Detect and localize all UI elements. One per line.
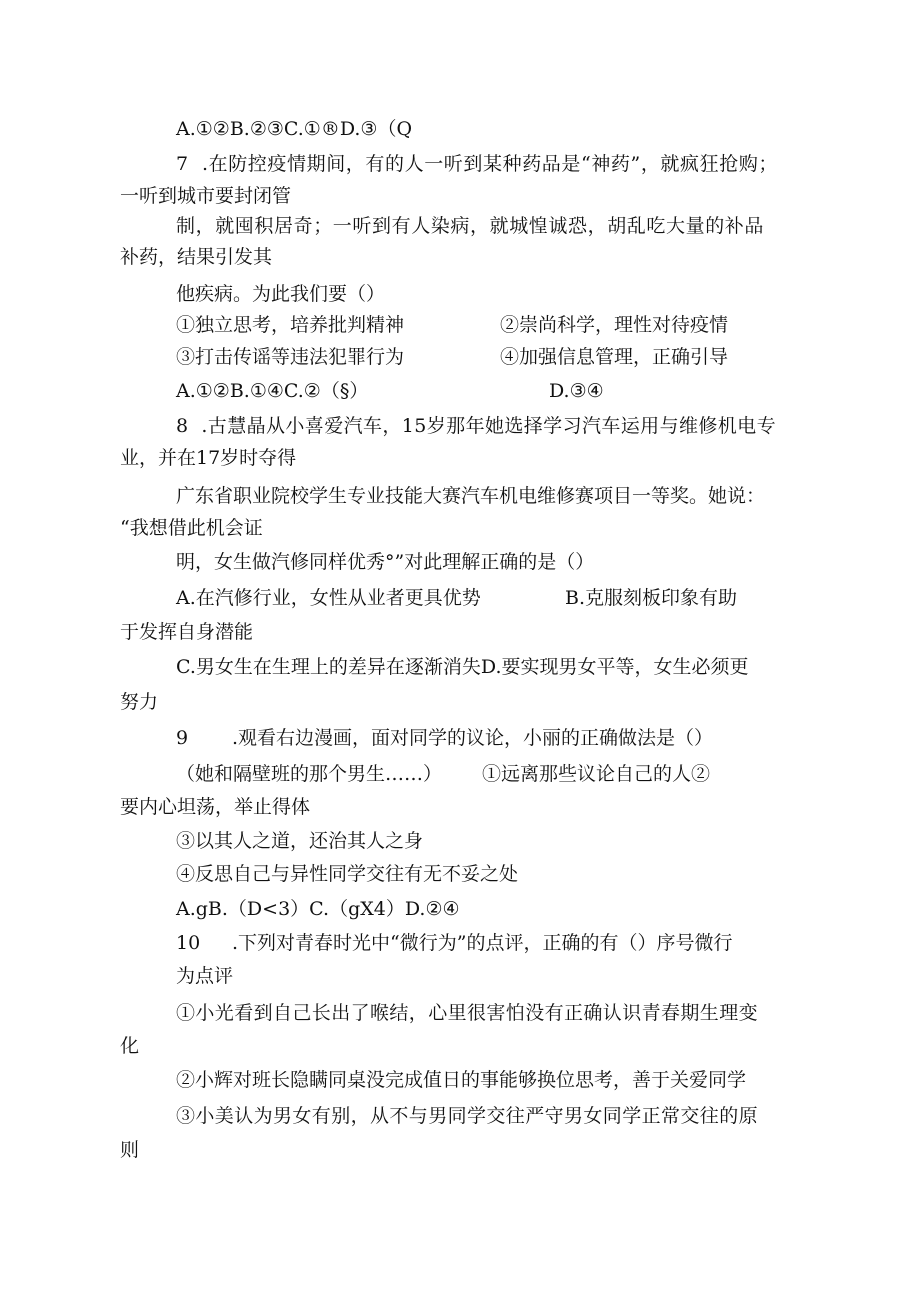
q9-cartoon-caption: （她和隔壁班的那个男生……）: [176, 763, 443, 785]
q10-table-header: 为点评: [176, 965, 234, 987]
q9-options: A.gB.（D<3）C.（gX4）D.②④: [176, 898, 460, 920]
q10-stem: .下列对青春时光中“微行为”的点评，正确的有（）序号微行: [232, 932, 733, 954]
q7-item-1: ①独立思考，培养批判精神: [176, 314, 405, 336]
q7-stem-line1: 7 .在防控疫情期间，有的人一听到某种药品是“神药”，就疯狂抢购；: [176, 153, 779, 175]
q10-item-3-cont: 则: [120, 1139, 140, 1161]
q10-item-1-cont: 化: [120, 1035, 140, 1057]
q7-option-d: D.③④: [549, 380, 604, 402]
q8-stem-line2: 业，并在17岁时夺得: [120, 447, 297, 469]
q10-item-1: ①小光看到自己长出了喉结，心里很害怕没有正确认识青春期生理变: [176, 1002, 759, 1024]
q8-stem-line5: 明，女生做汽修同样优秀°”对此理解正确的是（）: [176, 551, 595, 573]
q7-stem-line2: 一听到城市要封闭管: [120, 185, 292, 207]
q7-stem-line4: 补药，结果引发其: [120, 246, 273, 268]
q7-item-4: ④加强信息管理，正确引导: [500, 346, 729, 368]
q7-item-2: ②崇尚科学，理性对待疫情: [500, 314, 729, 336]
q9-number: 9: [176, 727, 189, 749]
q8-option-d-cont: 努力: [120, 691, 159, 713]
q7-stem-line3: 制，就囤积居奇；一听到有人染病，就城惶诚恐，胡乱吃大量的补品: [176, 215, 765, 237]
q8-option-c-d: C.男女生在生理上的差异在逐渐消失D.要实现男女平等，女生必须更: [176, 656, 749, 678]
q8-option-b: B.克服刻板印象有助: [565, 587, 738, 609]
q8-option-a: A.在汽修行业，女性从业者更具优势: [176, 587, 481, 609]
q8-stem-line4: “我想借此机会证: [120, 517, 263, 539]
q10-item-3: ③小美认为男女有别，从不与男同学交往严守男女同学正常交往的原: [176, 1105, 759, 1127]
q9-stem: .观看右边漫画，面对同学的议论，小丽的正确做法是（）: [232, 727, 714, 749]
q6-options: A.①②B.②③C.①®D.③（Q: [176, 118, 413, 140]
q10-item-2: ②小辉对班长隐瞒同桌没完成值日的事能够换位思考，善于关爱同学: [176, 1069, 747, 1091]
q8-stem-line1: 8 .古慧晶从小喜爱汽车，15岁那年她选择学习汽车运用与维修机电专: [176, 415, 776, 437]
q7-stem-line5: 他疾病。为此我们要（）: [176, 283, 386, 305]
q8-option-b-cont: 于发挥自身潜能: [120, 621, 254, 643]
q9-item-2: 要内心坦荡，举止得体: [120, 796, 311, 818]
q10-number: 10: [176, 932, 201, 954]
q9-item-3: ③以其人之道，还治其人之身: [176, 830, 424, 852]
q9-item-1: ①远离那些议论自己的人②: [482, 763, 711, 785]
q7-item-3: ③打击传谣等违法犯罪行为: [176, 346, 405, 368]
q9-item-4: ④反思自己与异性同学交往有无不妥之处: [176, 863, 519, 885]
q8-stem-line3: 广东省职业院校学生专业技能大赛汽车机电维修赛项目一等奖。她说：: [176, 485, 766, 507]
q7-options-a-c: A.①②B.①④C.②（§）: [176, 380, 369, 402]
